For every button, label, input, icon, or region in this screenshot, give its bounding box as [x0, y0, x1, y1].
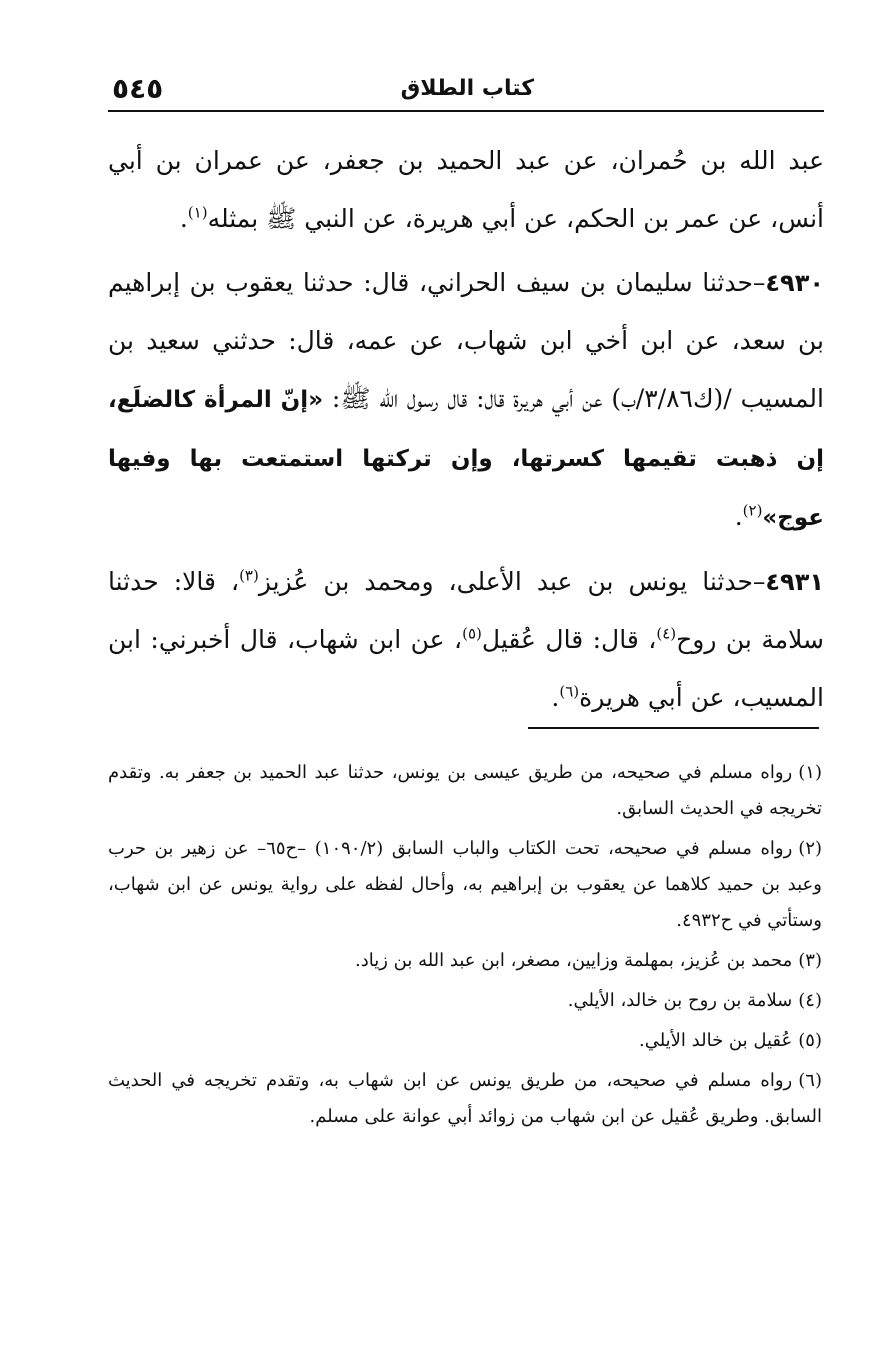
footnote-4 [108, 983, 822, 1019]
footnote-ref: (٢) [742, 501, 763, 520]
footnote-text: رواه مسلم في صحيحه، من طريق يونس عن ابن شهاب به، وتقدم تخريجه في الحديث السابق. وطريق عُقيل عن ابن شهاب من زوائد أبي عوانة على مسلم. [108, 1070, 822, 1127]
page-number: ٥٤٥ [112, 72, 164, 105]
hadith-text: ، قالا: حدثنا سلامة بن روح [108, 567, 824, 654]
main-text [108, 132, 824, 727]
hadith-text: –حدثنا سليمان بن سيف الحراني، قال: حدثنا يعقوب بن إبراهيم بن سعد، عن ابن أخي ابن شهاب، عن عمه، قال: حدثني سعيد بن المسيب /(ك٣/٨٦/ب) عن أبي هريرة قال: قال رسول الله ﷺ: [108, 268, 824, 413]
period: . [179, 204, 188, 233]
footnote-ref: (١) [187, 203, 208, 222]
period: . [551, 683, 560, 712]
footnote-text: رواه مسلم في صحيحه، من طريق عيسى بن يونس، حدثنا عبد الحميد بن جعفر به. وتقدم تخريجه في الحديث السابق. [108, 762, 822, 819]
footnote-text: عُقيل بن خالد الأيلي. [638, 1030, 793, 1051]
footnote-number: (٥) [798, 1030, 822, 1051]
footnote-6 [108, 1063, 822, 1135]
footnote-text: محمد بن عُزيز، بمهلمة وزايين، مصغر، ابن عبد الله بن زياد. [354, 950, 793, 971]
footnote-number: (١) [798, 762, 822, 783]
page-header [108, 66, 824, 112]
hadith-4931 [108, 553, 824, 727]
footnote-5 [108, 1023, 822, 1059]
footnote-3 [108, 943, 822, 979]
hadith-number: ٤٩٣١ [765, 568, 824, 596]
period: . [734, 502, 743, 531]
footnote-ref: (٤) [656, 624, 677, 643]
footnote-number: (٦) [798, 1070, 822, 1091]
footnote-1 [108, 755, 822, 827]
footnote-number: (٣) [798, 950, 822, 971]
hadith-text: –حدثنا يونس بن عبد الأعلى، ومحمد بن عُزيز [258, 567, 766, 596]
paragraph-text: عبد الله بن حُمران، عن عبد الحميد بن جعفر، عن عمران بن أبي أنس، عن عمر بن الحكم، عن أبي هريرة، عن النبي ﷺ بمثله [108, 146, 824, 233]
footnote-number: (٤) [798, 990, 822, 1011]
footnote-text: رواه مسلم في صحيحه، تحت الكتاب والباب السابق (١٠٩٠/٢) –ح٦٥– عن زهير بن حرب وعبد بن حميد كلاهما عن يعقوب بن إبراهيم به، وأحال لفظه على رواية يونس عن ابن شهاب، وستأتي في ح٤٩٣٢. [108, 838, 822, 931]
chapter-title: كتاب الطلاق [400, 76, 534, 101]
footnote-separator [528, 727, 819, 729]
hadith-4930 [108, 254, 824, 547]
footnote-ref: (٣) [239, 566, 259, 585]
footnotes [108, 755, 822, 1139]
footnote-ref: (٥) [462, 624, 482, 643]
paragraph-continuation [108, 132, 824, 248]
hadith-number: ٤٩٣٠ [765, 269, 824, 297]
hadith-text: ، عن ابن شهاب، قال أخبرني: ابن المسيب، عن أبي هريرة [108, 625, 824, 712]
hadith-text: ، قال: قال عُقيل [481, 625, 657, 654]
hadith-quote: «إنّ المرأة كالضلَع، إن ذهبت تقيمها كسرتها، وإن تركتها استمتعت بها وفيها عوج» [108, 387, 824, 531]
footnote-text: سلامة بن روح بن خالد، الأيلي. [567, 990, 793, 1011]
footnote-2 [108, 831, 822, 939]
footnote-ref: (٦) [559, 682, 580, 701]
footnote-number: (٢) [798, 838, 823, 859]
